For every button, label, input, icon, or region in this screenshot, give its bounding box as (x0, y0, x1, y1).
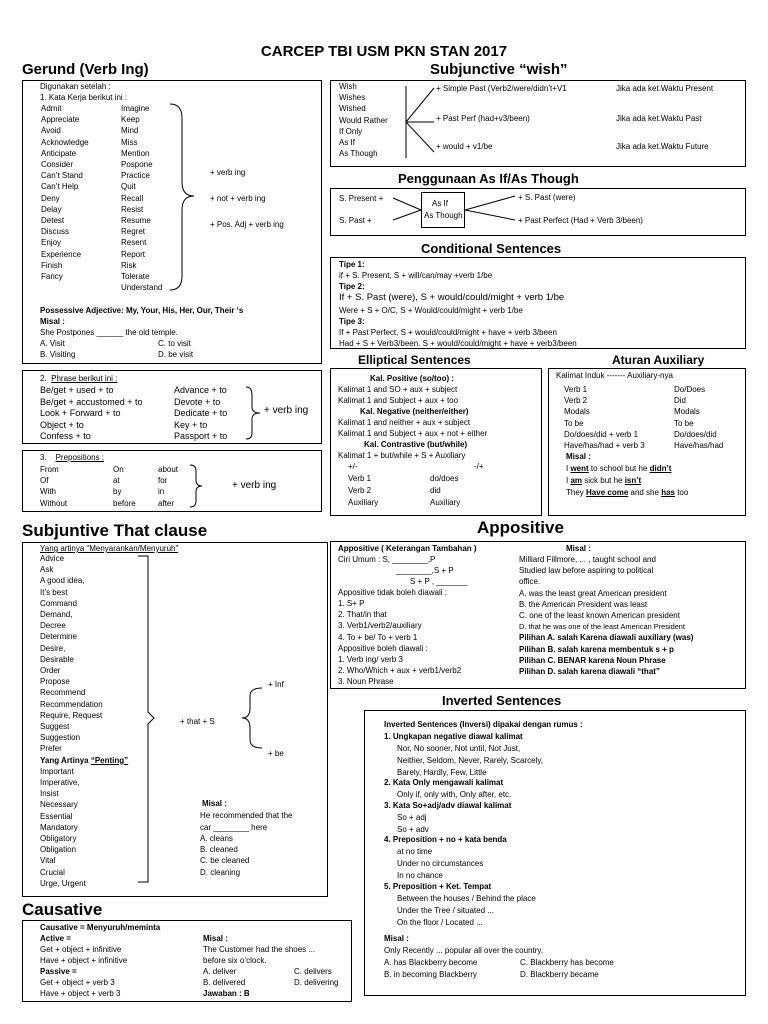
ellip-c1: Kalimat 1 + but/while + S + Auxiliary (338, 451, 466, 460)
thatc-be: + be (268, 749, 284, 758)
gerund-used-after: Digunakan setelah : (40, 82, 111, 91)
that-word: Require, Request (40, 710, 103, 720)
question-text: here (251, 823, 268, 832)
phrase-brace (246, 387, 266, 443)
appos-pilihan-b: Pilihan B. salah karena membentuk s + p (519, 644, 674, 654)
verb: Can’t Stand (41, 171, 83, 181)
ellip-auxr: Auxiliary (430, 498, 461, 507)
question-text: car (200, 823, 212, 832)
asif-center-1: As If (432, 199, 449, 208)
inv-s3: 3. Kata So+adj/adv diawal kalimat (384, 801, 512, 810)
that-word: Command (40, 598, 77, 608)
appos-tidak-list (338, 598, 422, 643)
verb: Quit (121, 182, 136, 192)
thatc-subtitle: Yang artinya “Menyarankan/Menyuruh” (40, 544, 179, 553)
appos-line: D. that he was one of the least American President (519, 622, 685, 632)
cond-type-3: Tipe 3: (339, 317, 365, 326)
ellip-mp: -/+ (474, 462, 484, 471)
thatc-question-1: He recommended that the (200, 811, 293, 820)
aux-left-item: Have/has/had + verb 3 (564, 441, 645, 451)
prep-item: With (40, 487, 56, 497)
asif-center-2: As Though (424, 211, 463, 220)
gerund-brace (170, 104, 210, 294)
verb: Imagine (121, 104, 150, 113)
cond-type-3-inv: Had + S + Verb3/been. S + would/could/might + have + verb3/been (339, 339, 577, 348)
example-verb: Have come (586, 488, 629, 497)
that-word: Important (40, 766, 74, 776)
ellip-positive: Kal. Positive (so/too) : (370, 374, 455, 383)
aux-subtitle: Kalimat Induk ------- Auxiliary-nya (556, 371, 673, 380)
that-word: Urge, Urgent (40, 878, 86, 888)
that-word: Vital (40, 856, 56, 866)
that-word: Necessary (40, 800, 78, 810)
prep-item: before (113, 498, 136, 508)
prep-item: at (113, 476, 120, 486)
caus-option-c: C. delivers (294, 967, 332, 976)
aux-heading: Aturan Auxiliary (612, 353, 705, 367)
caus-subtitle: Causative = Menyuruh/meminta (40, 923, 161, 932)
phrase-item: Be/get + accustomed + to (40, 396, 143, 407)
ellip-n2: Kalimat 1 and Subject + aux + not + either (338, 429, 488, 438)
inv-s4a: at no time (397, 847, 433, 856)
caus-a1: Get + object + infinitive (40, 945, 122, 954)
inv-s1a: Nor, No sooner, Not until, Not Just, (397, 744, 521, 753)
that-word: Recommendation (40, 699, 103, 709)
inv-s1c: Barely, Hardly, Few, Little (397, 768, 487, 777)
thatc-that-s: + that + S (180, 717, 215, 726)
caus-option-a: A. deliver (203, 967, 237, 976)
prep-list-b (113, 464, 136, 509)
prep-number: 3. (40, 453, 47, 462)
cond-type-2-rule: If + S. Past (were), S + would/could/might + verb 1/be (339, 292, 565, 303)
asif-lines (393, 190, 523, 230)
prep-item: From (40, 465, 59, 474)
caus-passive: Passive = (40, 967, 77, 976)
wish-word: As If (339, 138, 356, 148)
gerund-misal: Misal : (40, 317, 65, 326)
aux-right-item: Have/has/had (674, 441, 724, 451)
wish-rule-2: + Past Perf (had+v3/been) (436, 114, 530, 123)
that-word: Imperative, (40, 778, 80, 788)
prep-item: after (158, 498, 175, 508)
inv-s5a: Between the houses / Behind the place (397, 894, 536, 903)
wish-word: Wishes (339, 93, 366, 103)
appos-line: office. (519, 577, 541, 587)
cond-heading: Conditional Sentences (421, 241, 562, 256)
inv-intro: Inverted Sentences (Inversi) dipakai dengan rumus : (384, 720, 583, 729)
caus-q2: before six o’clock. (203, 956, 267, 965)
that-word: Desire, (40, 643, 66, 653)
phrase-rule: + verb ing (264, 405, 309, 416)
phrase-number: 2. (40, 374, 47, 383)
gerund-rule-2: + not + verb ing (210, 194, 266, 203)
gerund-heading: Gerund (Verb Ing) (22, 61, 149, 78)
that-word: Determine (40, 632, 77, 642)
gerund-verbs-a (41, 103, 89, 282)
verb: Tolerate (121, 272, 150, 282)
caus-p2: Have + object + verb 3 (40, 989, 121, 998)
that-word: Advice (40, 554, 65, 563)
caus-p1: Get + object + verb 3 (40, 978, 115, 987)
wish-rule-1: + Simple Past (Verb2/were/didn’t+V1 (436, 84, 567, 93)
inv-question: Only Recently ... popular all over the country. (384, 946, 544, 955)
wish-lines (402, 86, 438, 160)
phrase-item: Look + Forward + to (40, 408, 121, 418)
inv-s2: 2. Kata Only mengawali kalimat (384, 778, 504, 787)
gerund-option: B. Visiting (40, 350, 76, 359)
phrase-item: Dedicate + to (174, 408, 228, 418)
wish-heading: Subjunctive “wish” (430, 61, 568, 78)
that-word: Insist (40, 789, 59, 799)
appos-pilihan-d: Pilihan D. salah karena diawali “that” (519, 667, 660, 677)
ellip-n1: Kalimat 1 and neither + aux + subject (338, 418, 471, 427)
gerund-option: C. to visit (158, 339, 191, 348)
that-word: Mandatory (40, 822, 78, 832)
verb: Discuss (41, 227, 70, 237)
verb: Detest (41, 216, 65, 226)
caus-q1: The Customer had the shoes ... (203, 945, 316, 954)
inv-s4: 4. Preposition + no + kata benda (384, 835, 507, 844)
wish-note-3: Jika ada ket.Waktu Future (616, 142, 709, 151)
phrase-item: Confess + to (40, 431, 91, 441)
example-aux: isn’t (624, 476, 642, 485)
subtitle-text: Yang Artinya (40, 755, 91, 765)
aux-misal: Misal : (566, 452, 591, 461)
thatc-inf: + Inf (268, 680, 284, 689)
that-option: C. be cleaned (200, 856, 250, 866)
aux-left-item: Do/does/did + verb 1 (564, 429, 639, 439)
caus-option-d: D. delivering (294, 978, 339, 987)
verb: Acknowledge (41, 137, 89, 147)
prep-item: Without (40, 498, 68, 508)
inv-s1b: Neither, Seldom, Never, Rarely, Scarcely, (397, 756, 543, 765)
verb: Admit (41, 104, 62, 113)
wish-word: Would Rather (339, 115, 388, 125)
that-word: Recommend (40, 688, 86, 698)
that-word: Essential (40, 811, 73, 821)
verb: Deny (41, 193, 60, 203)
thatc-heading: Subjuntive That clause (22, 521, 208, 540)
aux-left (564, 384, 645, 451)
aux-right-item: Modals (674, 407, 700, 417)
verb: Risk (121, 260, 137, 270)
verb: Pospone (121, 160, 153, 170)
inv-s1: 1. Ungkapan negative diawal kalimat (384, 732, 523, 741)
aux-right-item: Do/Does (674, 385, 706, 394)
appos-pilihan-a: Pilihan A. salah Karena diawali auxiliary (was) (519, 633, 694, 643)
gerund-verbs-b (121, 103, 162, 293)
that-word: Suggestion (40, 733, 81, 743)
gerund-possessive: Possessive Adjective: My, Your, His, Her, Our, Their ‘s (40, 306, 244, 315)
aux-left-item: To be (564, 418, 584, 428)
asif-left-1: S. Present + (339, 194, 384, 203)
appos-c3: S + P , _______ (410, 577, 468, 586)
aux-right-item: Did (674, 396, 687, 406)
appos-ciri: Ciri Umum : S, ________,P (338, 555, 436, 564)
ellip-v2: Verb 2 (348, 486, 372, 495)
phrase-item: Devote + to (174, 396, 221, 407)
aux-right (674, 384, 723, 451)
verb: Experience (41, 249, 82, 259)
appos-boleh: Appositive boleh diawali : (338, 644, 428, 653)
aux-right-item: To be (674, 418, 694, 428)
that-word: Ask (40, 565, 54, 575)
verb: Delay (41, 204, 62, 214)
phrase-list-b (174, 385, 227, 443)
verb: Miss (121, 137, 138, 147)
that-option: A. cleans (200, 834, 233, 843)
example-text: They (566, 488, 587, 497)
ellip-v1r: do/does (430, 474, 459, 483)
that-word: Obligation (40, 845, 77, 855)
brace-path (190, 465, 202, 507)
that-word: A good idea, (40, 576, 85, 586)
prep-brace (190, 465, 210, 509)
cond-type-1-rule: if + S. Present, S + will/can/may +verb 1/be (339, 271, 493, 280)
inv-s2a: Only if, only with, Only after, etc. (397, 790, 512, 799)
appos-rule: 2. Who/Which + aux + verb1/verb2 (338, 666, 462, 676)
appos-line: B. the American President was least (519, 599, 648, 609)
phrase-item: Be/get + used + to (40, 385, 114, 395)
appos-line: C. one of the least known American president (519, 611, 680, 621)
appos-line: Studied law before aspiring to political (519, 566, 654, 576)
appos-line: A. was the least great American president (519, 588, 667, 598)
asif-right-2: + Past Perfect (Had + Verb 3/been) (518, 216, 643, 225)
gerund-question: She Postpones ______ the old temple. (40, 328, 178, 337)
thatc-words-1 (40, 553, 128, 889)
aux-left-item: Verb 1 (564, 385, 588, 394)
wish-word: Wished (339, 104, 366, 114)
phrase-item: Passport + to (174, 431, 228, 441)
verb: Regret (121, 227, 146, 237)
verb: Practice (121, 171, 150, 181)
that-word: Prefer (40, 744, 62, 754)
example-text: to school but he (588, 464, 650, 473)
that-word: Obligatory (40, 834, 77, 844)
verb: Resume (121, 216, 151, 226)
inv-s5b: Under the Tree / situated ... (397, 906, 494, 915)
prep-list-a (40, 464, 67, 509)
appos-rule: 3. Noun Phrase (338, 677, 394, 687)
appos-misal: Misal : (566, 544, 591, 553)
inv-s3b: So + adv (397, 825, 429, 834)
appos-rule: 1. Verb ing/ verb 3 (338, 655, 403, 664)
example-verb: went (570, 464, 589, 473)
brace-path (246, 387, 260, 439)
wish-word: Wish (339, 82, 357, 91)
appos-boleh-list (338, 654, 461, 688)
inv-s5c: On the floor / Located ... (397, 918, 483, 927)
inv-option-c: C. Blackberry has become (520, 958, 614, 967)
thatc-question-2: car ________ here (200, 823, 268, 832)
caus-option-b: B. delivered (203, 978, 246, 987)
wish-rule-3: + would + v1/be (436, 142, 493, 151)
cond-type-2-inv: Were + S + O/C, S + Would/could/might + verb 1/be (339, 306, 523, 315)
appos-line: Milliard Fillmore, ... , taught school and (519, 555, 656, 564)
brace-path (170, 104, 194, 290)
inv-s4b: Under no circumstances (397, 859, 484, 868)
wish-note-1: Jika ada ket.Waktu Present (616, 84, 714, 93)
prep-rule: + verb ing (232, 480, 277, 491)
verb: Understand (121, 283, 163, 293)
that-word: Demand, (40, 610, 73, 620)
caus-heading: Causative (22, 900, 103, 919)
verb: Enjoy (41, 238, 62, 248)
verb: Keep (121, 115, 140, 125)
asif-left-2: S. Past + (339, 216, 372, 225)
aux-left-item: Verb 2 (564, 396, 588, 406)
ellip-v1: Verb 1 (348, 474, 372, 483)
inv-s5: 5. Preposition + Ket. Tempat (384, 882, 492, 891)
that-word: Suggest (40, 722, 70, 732)
prep-item: by (113, 487, 122, 497)
ellip-negative: Kal. Negative (neither/either) (360, 407, 469, 416)
example-aux: has (661, 488, 675, 497)
cond-type-3-rule: If + Past Perfect, S + would/could/might + have + verb 3/been (339, 328, 557, 337)
gerund-item-1: 1. Kata Kerja berikut ini : (40, 93, 128, 102)
verb: Finish (41, 260, 63, 270)
that-word: Desirable (40, 654, 74, 664)
appos-c2: ________,S + P (396, 566, 454, 575)
verb: Mention (121, 148, 150, 158)
gerund-option: A. Visit (40, 339, 65, 348)
ellip-p2: Kalimat 1 and Subject + aux + too (338, 396, 459, 405)
appos-rule: 2. That/in that (338, 610, 387, 620)
verb: Fancy (41, 272, 63, 282)
aux-example-3 (566, 487, 688, 498)
appos-example (519, 554, 693, 677)
thatc-options (200, 833, 249, 878)
verb: Consider (41, 160, 74, 170)
aux-example-1 (566, 463, 671, 474)
example-text: sick but he (582, 476, 625, 485)
that-option: B. cleaned (200, 845, 238, 855)
subtitle-keyword: “Penting” (90, 755, 129, 765)
example-verb: am (570, 476, 583, 485)
inv-option-b: B. in becoming Blackberry (384, 970, 477, 979)
question-start: She Postpones (40, 328, 95, 337)
example-text: I (566, 476, 571, 485)
question-end: the old temple. (125, 328, 178, 337)
inv-option-d: D. Blackberry became (520, 970, 599, 979)
ellip-p1: Kalimat 1 and SO + aux + subject (338, 385, 458, 394)
aux-right-item: Do/does/did (674, 429, 717, 439)
verb: Appreciate (41, 115, 80, 125)
asif-heading: Penggunaan As If/As Though (398, 171, 579, 186)
ellip-pm: +/- (348, 462, 358, 471)
appos-rule: 3. Verb1/verb2/auxiliary (338, 621, 422, 631)
inv-heading: Inverted Sentences (442, 693, 562, 708)
ellip-v2r: did (430, 486, 441, 495)
prep-item: in (158, 487, 165, 497)
that-word: Propose (40, 677, 70, 687)
inv-misal: Misal : (384, 934, 409, 943)
appos-heading: Appositive (477, 518, 564, 537)
verb: Recall (121, 193, 144, 203)
prep-item: for (158, 476, 168, 486)
inv-s3a: So + adj (397, 813, 427, 822)
phrase-list-a (40, 385, 143, 443)
asif-right-1: + S. Past (were) (518, 193, 576, 202)
gerund-rule-3: + Pos. Adj + verb ing (210, 220, 284, 229)
wish-words (339, 81, 388, 159)
prep-item: about (158, 465, 179, 474)
that-word: Order (40, 666, 61, 676)
cond-type-2: Tipe 2: (339, 282, 365, 291)
wish-note-2: Jika ada ket.Waktu Past (616, 114, 702, 123)
phrase-item: Advance + to (174, 385, 227, 395)
ellip-contrastive: Kal. Contrastive (but/while) (364, 440, 468, 449)
example-text: too (674, 488, 689, 497)
phrase-item: Key + to (174, 419, 208, 430)
ellip-aux: Auxiliary (348, 498, 379, 507)
wish-word: As Though (339, 149, 378, 159)
prep-item: Of (40, 476, 49, 486)
example-text: and she (628, 488, 662, 497)
appos-rule: 1. S+ P (338, 599, 365, 608)
prep-label (40, 452, 104, 463)
example-text: I (566, 464, 571, 473)
thatc-subtitle-2 (40, 755, 128, 766)
inv-option-a: A. has Blackberry become (384, 958, 478, 967)
phrase-item: Object + to (40, 419, 84, 430)
appos-tidak: Appositive tidak boleh diawali : (338, 588, 447, 597)
caus-misal: Misal : (203, 934, 228, 943)
that-word: Crucial (40, 867, 65, 877)
that-word: Decree (40, 621, 66, 631)
thatc-misal: Misal : (202, 799, 227, 808)
caus-a2: Have + object + infinitive (40, 956, 128, 965)
ellip-heading: Elliptical Sentences (358, 353, 471, 367)
caus-active: Active = (40, 934, 71, 943)
appos-rule: 4. To + be/ To + verb 1 (338, 632, 418, 642)
example-aux: didn’t (649, 464, 672, 473)
gerund-option: D. be visit (158, 350, 194, 359)
appos-title: Appositive ( Keterangan Tambahan ) (338, 544, 477, 553)
verb: Avoid (41, 126, 61, 136)
gerund-rule-1: + verb ing (210, 168, 246, 177)
brace-path (138, 556, 154, 882)
verb: Resent (121, 238, 147, 248)
brace-path (242, 688, 262, 748)
wish-word: If Only (339, 126, 363, 136)
verb: Resist (121, 204, 144, 214)
that-option: D. cleaning (200, 867, 241, 877)
phrase-label (40, 373, 117, 384)
prep-title: Prepositions : (55, 453, 105, 462)
inv-s4c: In no chance (397, 871, 443, 880)
prep-list-c (158, 464, 178, 509)
aux-left-item: Modals (564, 407, 590, 417)
verb: Can’t Help (41, 182, 79, 192)
appos-pilihan-c: Pilihan C. BENAR karena Noun Phrase (519, 655, 666, 665)
verb: Report (121, 249, 146, 259)
that-word: It’s best (40, 587, 68, 597)
verb: Anticipate (41, 148, 77, 158)
caus-answer: Jawaban : B (203, 989, 250, 998)
prep-item: On (113, 465, 124, 474)
page-title: CARCEP TBI USM PKN STAN 2017 (260, 43, 508, 60)
aux-example-2 (566, 475, 641, 486)
verb: Mind (121, 126, 139, 136)
phrase-title: Phrase berikut ini : (51, 374, 118, 383)
cond-type-1: Tipe 1: (339, 260, 365, 269)
